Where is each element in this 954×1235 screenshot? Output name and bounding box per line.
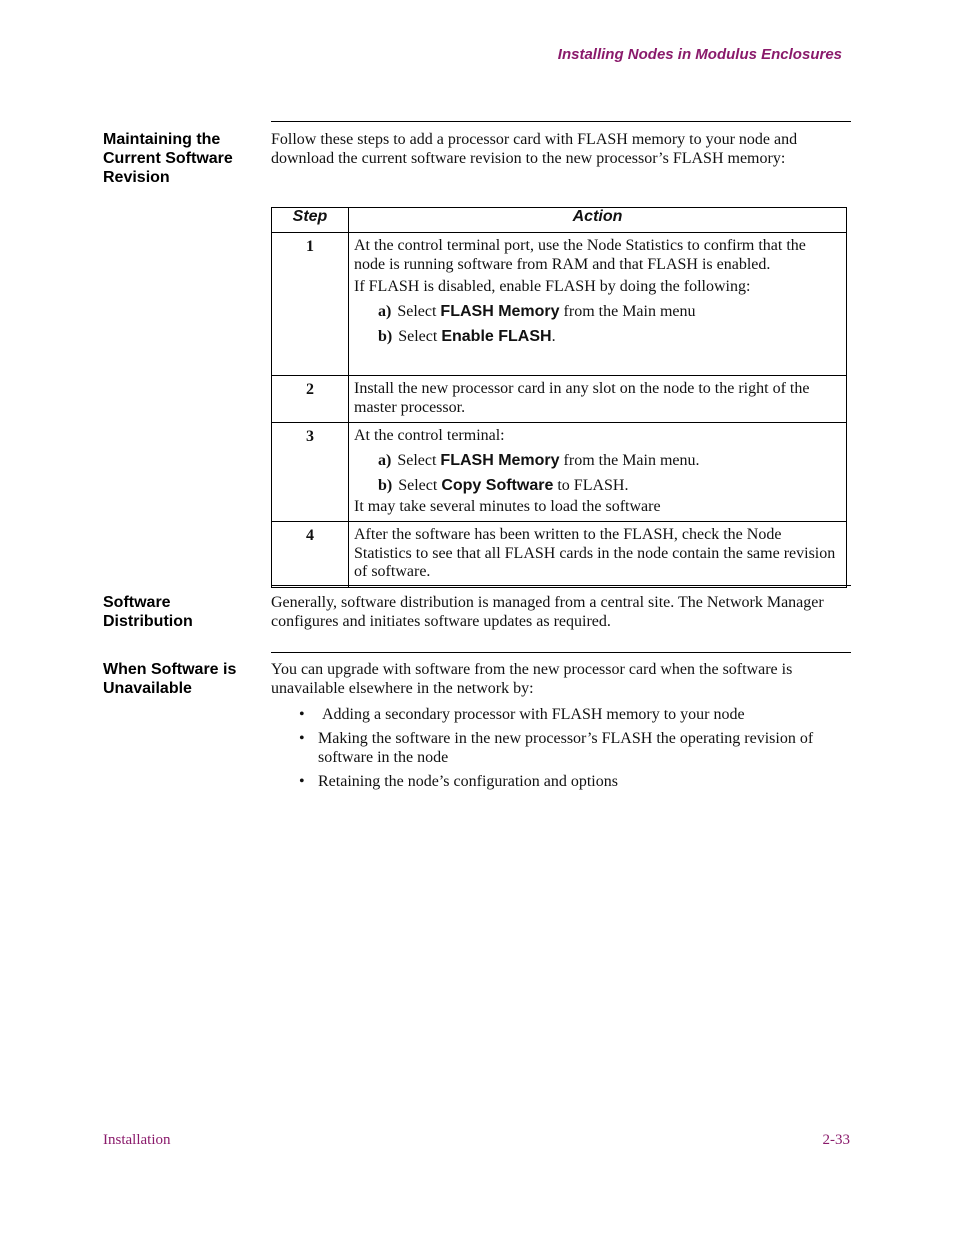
sub-step-text: Select <box>398 476 438 494</box>
menu-option: FLASH Memory <box>440 302 560 320</box>
list-item <box>271 705 851 724</box>
table-row <box>272 376 847 423</box>
section-rule <box>271 585 851 586</box>
list-item-text: Adding a secondary processor with FLASH memory to your node <box>322 706 745 723</box>
section-heading: When Software is Unavailable <box>103 661 237 697</box>
column-header-action: Action <box>349 208 847 233</box>
sub-step-marker: a) <box>378 451 392 469</box>
sub-step-text: from the Main menu. <box>563 451 700 469</box>
action-text: Install the new processor card in any slot on the node to the right of the master processor. <box>354 380 810 416</box>
page-number: 2-33 <box>822 1132 850 1148</box>
action-text: After the software has been written to the FLASH, check the Node Statistics to see that all FLASH cards in the node contain the same revision of software. <box>354 526 836 580</box>
column-header-step: Step <box>272 208 349 233</box>
section-rule <box>271 652 851 653</box>
sub-step <box>378 301 838 322</box>
bullet-list <box>271 705 851 796</box>
list-item-text: Making the software in the new processor’s FLASH the operating revision of software in the node <box>318 730 814 766</box>
table-row <box>272 423 847 522</box>
list-item-text: Retaining the node’s configuration and options <box>318 773 618 790</box>
menu-option: Enable FLASH <box>441 327 552 345</box>
step-action <box>349 376 847 423</box>
step-action <box>349 233 847 376</box>
action-text: At the control terminal: <box>354 427 505 444</box>
footer-chapter: Installation <box>103 1132 171 1148</box>
bullet-icon: • <box>299 730 305 747</box>
sub-step <box>378 326 838 347</box>
table-row <box>272 522 847 588</box>
table-row <box>272 233 847 376</box>
sub-step-marker: b) <box>378 476 393 494</box>
section-heading: Software Distribution <box>103 594 193 630</box>
step-action <box>349 522 847 588</box>
sub-step-text: . <box>551 327 556 345</box>
section-rule <box>271 121 851 122</box>
table-header-row <box>272 208 847 233</box>
sub-step <box>378 475 838 496</box>
running-header: Installing Nodes in Modulus Enclosures <box>557 46 842 63</box>
menu-option: Copy Software <box>441 476 554 494</box>
step-number: 2 <box>272 376 349 423</box>
sub-step <box>378 450 838 471</box>
bullet-icon: • <box>299 773 305 790</box>
list-item <box>271 772 851 791</box>
action-text: If FLASH is disabled, enable FLASH by doing the following: <box>354 278 751 295</box>
section-intro: Follow these steps to add a processor card with FLASH memory to your node and download the current software revision to the new processor’s FLASH memory: <box>271 131 798 167</box>
action-text: It may take several minutes to load the software <box>354 497 661 515</box>
step-action <box>349 423 847 522</box>
sub-step-text: from the Main menu <box>563 302 696 320</box>
section-heading: Maintaining the Current Software Revision <box>103 131 233 186</box>
sub-step-text: Select <box>397 451 437 469</box>
sub-step-marker: b) <box>378 327 393 345</box>
step-number: 1 <box>272 233 349 376</box>
list-item <box>271 729 851 767</box>
step-number: 4 <box>272 522 349 588</box>
sub-step-marker: a) <box>378 302 392 320</box>
steps-table <box>271 207 847 588</box>
sub-step-text: to FLASH. <box>557 476 629 494</box>
menu-option: FLASH Memory <box>440 451 560 469</box>
sub-step-text: Select <box>397 302 437 320</box>
step-number: 3 <box>272 423 349 522</box>
section-body: You can upgrade with software from the new processor card when the software is unavailable elsewhere in the network by: <box>271 661 793 697</box>
action-text: At the control terminal port, use the Node Statistics to confirm that the node is running software from RAM and that FLASH is enabled. <box>354 237 806 273</box>
section-body: Generally, software distribution is managed from a central site. The Network Manager configures and initiates software updates as required. <box>271 594 824 630</box>
bullet-icon: • <box>299 706 305 723</box>
sub-step-text: Select <box>398 327 438 345</box>
